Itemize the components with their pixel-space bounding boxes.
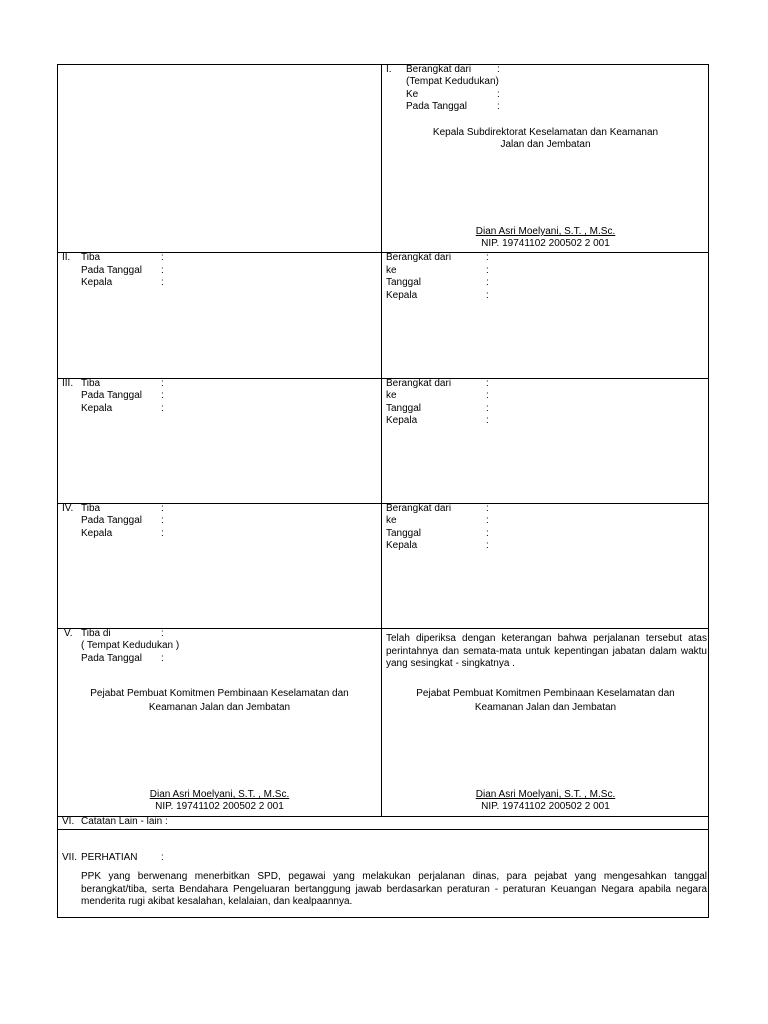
row-divider [57, 628, 709, 629]
label-tempat-kedudukan: (Tempat Kedudukan) [406, 76, 499, 87]
colon: : [486, 403, 489, 414]
colon: : [161, 277, 164, 288]
label-ke: ke [386, 515, 397, 526]
signer-nip: NIP. 19741102 200502 2 001 [481, 238, 610, 249]
colon: : [486, 515, 489, 526]
colon: : [161, 503, 164, 514]
left-signer-title-line1: Pejabat Pembuat Komitmen Pembinaan Keselamatan dan [90, 688, 349, 699]
colon: : [497, 89, 500, 100]
label-kepala: Kepala [81, 403, 113, 414]
colon: : [161, 252, 164, 263]
right-signer-nip: NIP. 19741102 200502 2 001 [481, 801, 610, 812]
label-tanggal: Tanggal [386, 403, 422, 414]
label-pada-tanggal: Pada Tanggal [81, 515, 142, 526]
left-signer-nip: NIP. 19741102 200502 2 001 [155, 801, 284, 812]
signer-title-line1: Kepala Subdirektorat Keselamatan dan Keamanan [432, 127, 659, 138]
row-divider [57, 252, 709, 253]
colon: : [161, 528, 164, 539]
perhatian-body: PPK yang berwenang menerbitkan SPD, pegawai yang melakukan perjalanan dinas, para pejabat yang mengesahkan tanggal berangkat/tiba, serta Bendahara Pengeluaran bertanggung jawab berdasarkan peraturan - peraturan Keuangan Negara apabila negara menderita rugi akibat kesalahan, kelalaian, dan kealpaannya. [81, 871, 707, 907]
label-perhatian: PERHATIAN [81, 852, 138, 863]
colon: : [486, 415, 489, 426]
colon: : [486, 290, 489, 301]
right-signer-name: Dian Asri Moelyani, S.T. , M.Sc. [475, 789, 616, 800]
colon: : [486, 540, 489, 551]
right-signer-title-line2: Keamanan Jalan dan Jembatan [474, 702, 617, 713]
label-berangkat-dari: Berangkat dari [386, 252, 452, 263]
row-divider [57, 503, 709, 504]
colon: : [486, 503, 489, 514]
label-tiba: Tiba [81, 378, 101, 389]
signer-title-line2: Jalan dan Jembatan [500, 139, 591, 150]
label-berangkat-dari: Berangkat dari [386, 503, 452, 514]
label-kepala: Kepala [81, 277, 113, 288]
label-pada-tanggal: Pada Tanggal [81, 653, 142, 664]
section-number: II. [62, 252, 71, 263]
label-berangkat-dari: Berangkat dari [386, 378, 452, 389]
label-ke: ke [386, 390, 397, 401]
row-divider [57, 378, 709, 379]
colon: : [486, 265, 489, 276]
section-number: IV. [62, 503, 74, 514]
colon: : [161, 515, 164, 526]
colon: : [161, 378, 164, 389]
label-tiba: Tiba [81, 252, 101, 263]
row-divider [57, 829, 709, 830]
label-kepala: Kepala [386, 540, 418, 551]
label-pada-tanggal: Pada Tanggal [81, 265, 142, 276]
section-number: I. [386, 64, 392, 75]
label-ke: Ke [406, 89, 419, 100]
colon: : [161, 265, 164, 276]
colon: : [497, 64, 500, 75]
label-tiba-di: Tiba di [81, 628, 111, 639]
label-tanggal: Tanggal [386, 277, 422, 288]
colon: : [486, 378, 489, 389]
colon: : [486, 277, 489, 288]
label-tiba: Tiba [81, 503, 101, 514]
colon: : [161, 390, 164, 401]
label-kepala: Kepala [81, 528, 113, 539]
label-catatan-lain: Catatan Lain - lain : [81, 816, 168, 827]
left-signer-title-line2: Keamanan Jalan dan Jembatan [148, 702, 291, 713]
colon: : [161, 628, 164, 639]
colon: : [161, 653, 164, 664]
colon: : [161, 403, 164, 414]
section-number: VI. [62, 816, 75, 827]
section-number: V. [64, 628, 73, 639]
label-ke: ke [386, 265, 397, 276]
colon: : [161, 852, 164, 863]
colon: : [486, 252, 489, 263]
label-tanggal: Tanggal [386, 528, 422, 539]
signer-name: Dian Asri Moelyani, S.T. , M.Sc. [475, 226, 616, 237]
colon: : [486, 390, 489, 401]
colon: : [497, 101, 500, 112]
label-kepala: Kepala [386, 415, 418, 426]
colon: : [486, 528, 489, 539]
label-tempat-kedudukan: ( Tempat Kedudukan ) [81, 640, 180, 651]
verification-statement: Telah diperiksa dengan keterangan bahwa perjalanan tersebut atas perintahnya dan semata-mata untuk kepentingan jabatan dalam waktu yang sesingkat - singkatnya . [386, 633, 707, 669]
section-number: III. [62, 378, 74, 389]
section-number: VII. [62, 852, 78, 863]
left-signer-name: Dian Asri Moelyani, S.T. , M.Sc. [149, 789, 290, 800]
right-signer-title-line1: Pejabat Pembuat Komitmen Pembinaan Keselamatan dan [416, 688, 675, 699]
label-kepala: Kepala [386, 290, 418, 301]
label-berangkat-dari: Berangkat dari [406, 64, 472, 75]
label-pada-tanggal: Pada Tanggal [81, 390, 142, 401]
label-pada-tanggal: Pada Tanggal [406, 101, 467, 112]
